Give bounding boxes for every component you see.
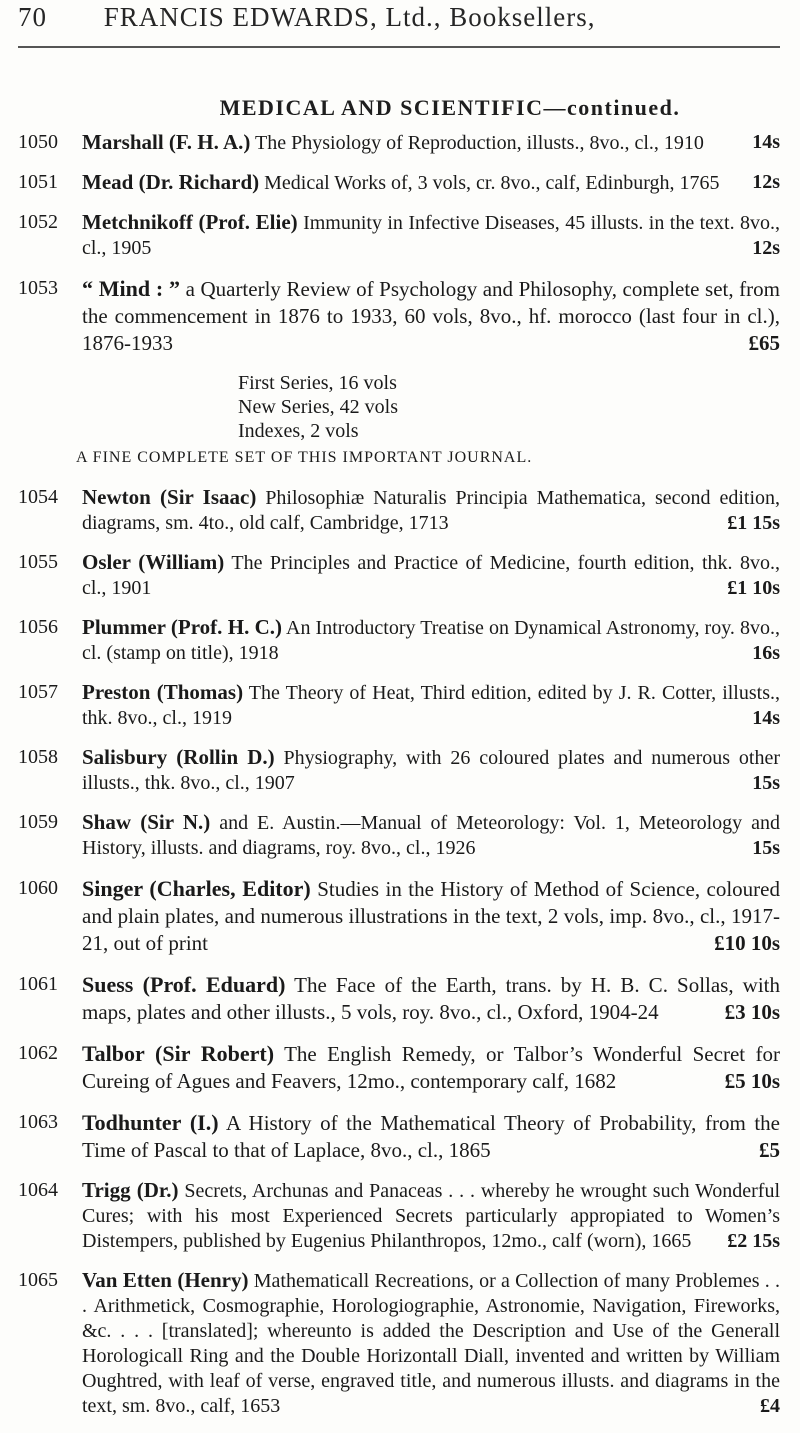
entry-author: Shaw (Sir N.) bbox=[82, 810, 211, 834]
entry-author: “ Mind : ” bbox=[82, 276, 181, 301]
entry-description: The English Remedy, or Talbor’s Wonderful Secret for Cureing of Agues and Feavers, 12mo., contemporary calf, 1682 bbox=[82, 1042, 781, 1093]
entry-description: Studies in the History of Method of Science, coloured and plain plates, and numerous illustrations in the text, 2 vols, imp. 8vo., cl., 1917-21, out of print bbox=[82, 877, 780, 955]
entry-body bbox=[82, 1040, 780, 1095]
entry-description: The Physiology of Reproduction, illusts., 8vo., cl., 1910 bbox=[255, 132, 704, 154]
entry-price: 16s bbox=[752, 642, 780, 664]
entry-author: Plummer (Prof. H. C.) bbox=[82, 615, 283, 639]
entry-body bbox=[82, 971, 780, 1026]
entry-body bbox=[82, 485, 780, 536]
entry-description: The Principles and Practice of Medicine, fourth edition, thk. 8vo., cl., 1901 bbox=[82, 552, 780, 599]
entry-price: £10 10s bbox=[714, 931, 780, 955]
entry-body bbox=[82, 1109, 780, 1164]
entry-number: 1063 bbox=[18, 1111, 58, 1133]
entry-author: Mead (Dr. Richard) bbox=[82, 170, 260, 194]
series-line: First Series, 16 vols bbox=[238, 372, 397, 394]
entry-author: Metchnikoff (Prof. Elie) bbox=[82, 210, 298, 234]
bookseller-title: FRANCIS EDWARDS, Ltd., Booksellers, bbox=[103, 2, 596, 32]
entry-number: 1055 bbox=[18, 551, 58, 573]
entry-number: 1060 bbox=[18, 877, 58, 899]
catalogue-entry bbox=[18, 875, 780, 957]
entry-number: 1053 bbox=[18, 277, 58, 299]
entry-description: Medical Works of, 3 vols, cr. 8vo., calf, Edinburgh, 1765 bbox=[264, 172, 720, 194]
entry-number: 1064 bbox=[18, 1179, 58, 1201]
entry-price: 12s bbox=[752, 171, 780, 193]
entry-body bbox=[82, 875, 780, 957]
entry-price: £65 bbox=[748, 331, 780, 355]
set-note: A FINE COMPLETE SET OF THIS IMPORTANT JOURNAL. bbox=[76, 449, 533, 466]
catalogue-entry bbox=[18, 745, 780, 796]
entry-number: 1057 bbox=[18, 681, 58, 703]
entry-author: Talbor (Sir Robert) bbox=[82, 1041, 275, 1066]
catalogue-entry bbox=[18, 130, 780, 156]
entry-description: The Face of the Earth, trans. by H. B. C. Sollas, with maps, plates and other illusts., 5 vols, roy. 8vo., cl., Oxford, 1904-24 bbox=[82, 973, 781, 1024]
entry-price: £1 10s bbox=[727, 577, 780, 599]
entry-description: Physiography, with 26 coloured plates and numerous other illusts., thk. 8vo., cl., 1907 bbox=[82, 747, 781, 794]
catalogue-entry bbox=[18, 485, 780, 536]
catalogue-entry bbox=[18, 550, 780, 601]
entry-description: Mathematicall Recreations, or a Collection of many Problemes . . . Arithmetick, Cosmographie, Horologiographie, Astronomie, Navigation, Fireworks, &c. . . . [translated]; whereunto is added the Description and Use of the Generall Horologicall Ring and the Double Horizontall Diall, invented and written by William Oughtred, with leaf of verse, engraved title, and numerous illusts. and diagrams in the text, sm. 8vo., calf, 1653 bbox=[82, 1270, 781, 1417]
entry-author: Trigg (Dr.) bbox=[82, 1178, 179, 1202]
series-line: New Series, 42 vols bbox=[238, 396, 398, 418]
entry-price: £3 10s bbox=[724, 1000, 780, 1024]
entry-number: 1058 bbox=[18, 746, 58, 768]
entry-author: Osler (William) bbox=[82, 550, 225, 574]
entry-description: Secrets, Archunas and Panaceas . . . whereby he wrought such Wonderful Cures; with his most Experienced Secrets particularly appropiated to Women’s Distempers, published by Eugenius Philanthropos, 12mo., calf (worn), 1665 bbox=[82, 1180, 780, 1252]
entry-description: Philosophiæ Naturalis Principia Mathematica, second edition, diagrams, sm. 4to., old calf, Cambridge, 1713 bbox=[82, 487, 780, 534]
entry-number: 1052 bbox=[18, 211, 58, 233]
entry-number: 1061 bbox=[18, 973, 58, 995]
catalogue-entry bbox=[18, 615, 780, 666]
entry-number: 1062 bbox=[18, 1042, 58, 1064]
entry-body bbox=[82, 275, 780, 357]
entry-author: Marshall (F. H. A.) bbox=[82, 130, 251, 154]
entry-price: 14s bbox=[752, 707, 780, 729]
entry-number: 1050 bbox=[18, 131, 58, 153]
entry-price: 15s bbox=[752, 772, 780, 794]
entry-description: An Introductory Treatise on Dynamical Astronomy, roy. 8vo., cl. (stamp on title), 1918 bbox=[82, 617, 780, 664]
entry-number: 1054 bbox=[18, 486, 58, 508]
section-title: MEDICAL AND SCIENTIFIC—continued. bbox=[219, 95, 681, 120]
entry-body bbox=[82, 680, 780, 731]
entry-body bbox=[82, 130, 780, 156]
entry-author: Salisbury (Rollin D.) bbox=[82, 745, 275, 769]
catalogue-entry bbox=[18, 1109, 780, 1164]
entry-number: 1065 bbox=[18, 1269, 58, 1291]
entry-price: 15s bbox=[752, 837, 780, 859]
catalogue-entry bbox=[18, 810, 780, 861]
entry-body bbox=[82, 1268, 780, 1419]
catalogue-entry bbox=[18, 1268, 780, 1419]
catalogue-entry bbox=[18, 680, 780, 731]
entry-description: a Quarterly Review of Psychology and Philosophy, complete set, from the commencement in 1876 to 1933, 60 vols, 8vo., hf. morocco (last four in cl.), 1876-1933 bbox=[82, 277, 780, 355]
entry-body bbox=[82, 810, 780, 861]
entry-author: Suess (Prof. Eduard) bbox=[82, 972, 286, 997]
entry-number: 1051 bbox=[18, 171, 58, 193]
entry-author: Van Etten (Henry) bbox=[82, 1268, 249, 1292]
catalogue-entry bbox=[18, 275, 780, 357]
entry-body bbox=[82, 745, 780, 796]
entry-author: Todhunter (I.) bbox=[82, 1110, 219, 1135]
entry-description: Immunity in Infective Diseases, 45 illusts. in the text. 8vo., cl., 1905 bbox=[82, 212, 781, 259]
entry-price: 14s bbox=[752, 131, 780, 153]
page-number: 70 bbox=[18, 2, 47, 32]
catalogue-entry bbox=[18, 210, 780, 261]
entry-body bbox=[82, 615, 780, 666]
entry-body bbox=[82, 210, 780, 261]
entry-description: The Theory of Heat, Third edition, edited by J. R. Cotter, illusts., thk. 8vo., cl., 1919 bbox=[82, 682, 780, 729]
entry-price: £5 10s bbox=[724, 1069, 780, 1093]
series-line: Indexes, 2 vols bbox=[238, 420, 359, 442]
page-header bbox=[18, 2, 780, 48]
catalogue-entry bbox=[18, 1040, 780, 1095]
entry-price: £4 bbox=[760, 1395, 780, 1417]
catalogue-entry bbox=[18, 1178, 780, 1254]
entry-price: £2 15s bbox=[727, 1230, 780, 1252]
entry-description: and E. Austin.—Manual of Meteorology: Vol. 1, Meteorology and History, illusts. and diagrams, roy. 8vo., cl., 1926 bbox=[82, 812, 781, 859]
entry-body bbox=[82, 550, 780, 601]
entry-author: Singer (Charles, Editor) bbox=[82, 876, 311, 901]
catalogue-entries bbox=[18, 130, 780, 1433]
entry-author: Newton (Sir Isaac) bbox=[82, 485, 257, 509]
entry-body bbox=[82, 1178, 780, 1254]
catalogue-entry bbox=[18, 170, 780, 196]
entry-price: 12s bbox=[752, 237, 780, 259]
entry-price: £1 15s bbox=[727, 512, 780, 534]
entry-description: A History of the Mathematical Theory of Probability, from the Time of Pascal to that of Laplace, 8vo., cl., 1865 bbox=[82, 1111, 780, 1162]
entry-number: 1056 bbox=[18, 616, 58, 638]
entry-number: 1059 bbox=[18, 811, 58, 833]
entry-author: Preston (Thomas) bbox=[82, 680, 244, 704]
entry-price: £5 bbox=[759, 1138, 780, 1162]
entry-body bbox=[82, 170, 780, 196]
catalogue-entry bbox=[18, 971, 780, 1026]
